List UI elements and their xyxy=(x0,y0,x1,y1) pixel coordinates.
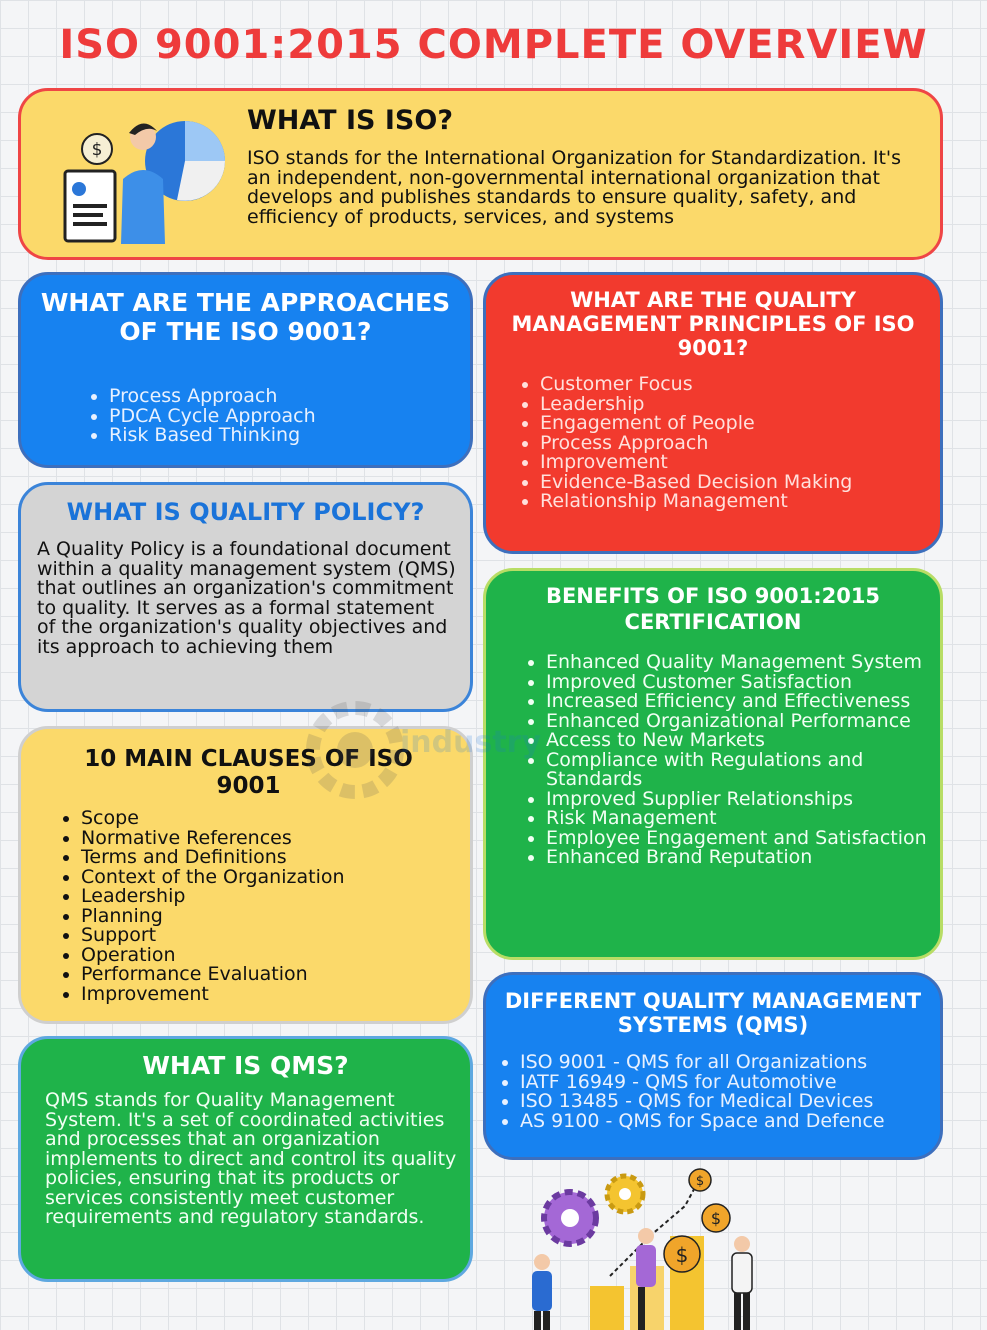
different-qms-card xyxy=(483,972,943,1160)
approaches-list xyxy=(87,387,316,446)
benefits-list xyxy=(524,653,956,868)
list-item: • Compliance with Regulations and Standards xyxy=(546,751,956,790)
watermark-logo xyxy=(300,690,542,810)
list-item: • Risk Management xyxy=(546,809,956,829)
growth-team-illustration xyxy=(520,1166,770,1330)
clauses-heading: 10 MAIN CLAUSES OF ISO 9001 xyxy=(84,746,413,799)
list-item: • PDCA Cycle Approach xyxy=(109,407,316,427)
list-item: • Enhanced Organizational Performance xyxy=(546,712,956,732)
list-item: • Enhanced Quality Management System xyxy=(546,653,956,673)
list-item: • AS 9100 - QMS for Space and Defence xyxy=(520,1112,965,1132)
svg-text:$: $ xyxy=(675,1243,689,1267)
list-item: • Improved Supplier Relationships xyxy=(546,790,956,810)
list-item: • Process Approach xyxy=(540,434,950,454)
approaches-card xyxy=(18,272,473,468)
list-item: • IATF 16949 - QMS for Automotive xyxy=(520,1073,965,1093)
svg-text:$: $ xyxy=(710,1209,722,1228)
watermark-text: industry xyxy=(400,725,542,760)
quality-policy-body: A Quality Policy is a foundational document within a quality management system (QMS) that outlines an organization's commitment to quality. It serves as a formal statement of the organization's quality objectives and its approach to achieving them xyxy=(37,538,456,658)
approaches-heading: WHAT ARE THE APPROACHES OF THE ISO 9001? xyxy=(40,288,451,346)
list-item: • Planning xyxy=(81,907,345,927)
list-item: • Enhanced Brand Reputation xyxy=(546,848,956,868)
what-is-qms-body: QMS stands for Quality Management System. It's a set of coordinated activities and processes that an organization implements to direct and control its quality policies, ensuring that its products or services consistently meet customer requirements and regulatory standards. xyxy=(45,1089,457,1228)
quality-policy-card xyxy=(18,482,473,712)
svg-text:$: $ xyxy=(91,140,103,160)
svg-text:$: $ xyxy=(695,1174,705,1189)
list-item: • Evidence-Based Decision Making xyxy=(540,473,950,493)
what-is-iso-body: ISO stands for the International Organization for Standardization. It's an independent, non-governmental international organization that develops and publishes standards to ensure quality, safety, and efficiency of products, services, and systems xyxy=(247,147,902,228)
list-item: • Improvement xyxy=(81,985,345,1005)
list-item: • Engagement of People xyxy=(540,414,950,434)
list-item: • ISO 9001 - QMS for all Organizations xyxy=(520,1053,965,1073)
list-item: • Improved Customer Satisfaction xyxy=(546,673,956,693)
what-is-qms-card xyxy=(18,1036,473,1282)
different-qms-heading: DIFFERENT QUALITY MANAGEMENT SYSTEMS (QMS) xyxy=(504,989,922,1037)
list-item: • Terms and Definitions xyxy=(81,848,345,868)
list-item: • Leadership xyxy=(540,395,950,415)
list-item: • Employee Engagement and Satisfaction xyxy=(546,829,956,849)
list-item: • Leadership xyxy=(81,887,345,907)
principles-heading: WHAT ARE THE QUALITY MANAGEMENT PRINCIPLES OF ISO 9001? xyxy=(511,288,915,360)
person-with-report-illustration xyxy=(57,109,227,244)
list-item: • Support xyxy=(81,926,345,946)
list-item: • Access to New Markets xyxy=(546,731,956,751)
quality-policy-heading: WHAT IS QUALITY POLICY? xyxy=(66,498,425,526)
list-item: • Scope xyxy=(81,809,345,829)
list-item: • Customer Focus xyxy=(540,375,950,395)
benefits-heading: BENEFITS OF ISO 9001:2015 CERTIFICATION xyxy=(545,584,881,634)
clauses-list xyxy=(59,809,345,1004)
what-is-iso-heading: WHAT IS ISO? xyxy=(247,105,453,136)
list-item: • ISO 13485 - QMS for Medical Devices xyxy=(520,1092,965,1112)
list-item: • Context of the Organization xyxy=(81,868,345,888)
list-item: • Relationship Management xyxy=(540,492,950,512)
what-is-qms-heading: WHAT IS QMS? xyxy=(142,1051,349,1080)
principles-card xyxy=(483,272,943,554)
benefits-card xyxy=(483,568,943,960)
page-title: ISO 9001:2015 COMPLETE OVERVIEW xyxy=(59,22,928,68)
different-qms-list xyxy=(498,1053,965,1131)
list-item: • Risk Based Thinking xyxy=(109,426,316,446)
principles-list xyxy=(518,375,950,512)
list-item: • Improvement xyxy=(540,453,950,473)
list-item: • Operation xyxy=(81,946,345,966)
what-is-iso-card xyxy=(18,88,943,260)
list-item: • Performance Evaluation xyxy=(81,965,345,985)
list-item: • Increased Efficiency and Effectiveness xyxy=(546,692,956,712)
list-item: • Normative References xyxy=(81,829,345,849)
list-item: • Process Approach xyxy=(109,387,316,407)
